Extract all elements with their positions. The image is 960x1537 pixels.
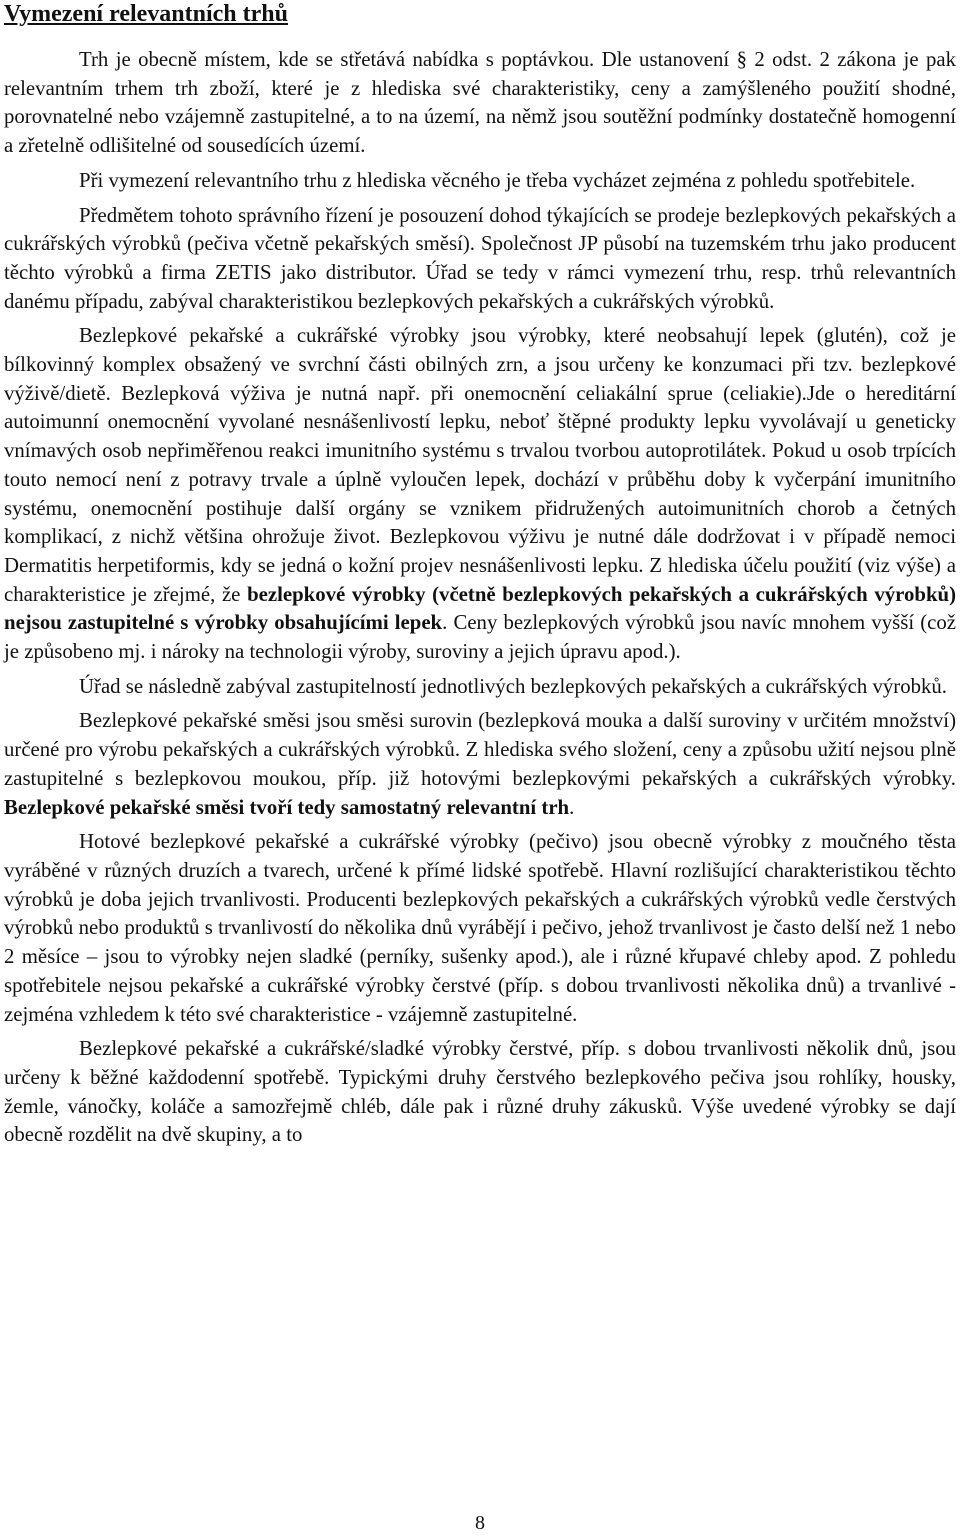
document-page xyxy=(4,0,956,1156)
paragraph-mixes-text-a: Bezlepkové pekařské směsi jsou směsi surovin (bezlepková mouka a další suroviny v určitém množství) určené pro výrobu pekařských a cukrářských výrobků. Z hlediska svého složení, ceny a způsobu užití nejsou plně zastupitelné s bezlepkovou moukou, příp. již hotovými bezlepkovými pekařských a cukrářských výrobky. xyxy=(4,709,956,790)
paragraph-subject: Předmětem tohoto správního řízení je posouzení dohod týkajících se prodeje bezlepkových pekařských a cukrářských výrobků (pečiva včetně pekařských směsí). Společnost JP působí na tuzemském trhu jako producent těchto výrobků a firma ZETIS jako distributor. Úřad se tedy v rámci vymezení trhu, resp. trhů relevantních danému případu, zabýval charakteristikou bezlepkových pekařských a cukrářských výrobků. xyxy=(4,203,956,313)
paragraph-mixes-bold: Bezlepkové pekařské směsi tvoří tedy samostatný relevantní trh xyxy=(4,795,570,819)
section-heading: Vymezení relevantních trhů xyxy=(4,1,288,27)
paragraph-gluten-free-products xyxy=(4,322,956,666)
paragraph-mixes-text-b: . xyxy=(569,795,575,819)
paragraph-definition: Trh je obecně místem, kde se střetává nabídka s poptávkou. Dle ustanovení § 2 odst. 2 zákona je pak relevantním trhem trh zboží, které je z hlediska své charakteristiky, ceny a zamýšleného použití shodné, porovnatelné nebo vzájemně zastupitelné, a to na území, na němž jsou soutěžní podmínky dostatečně homogenní a zřetelně odlišitelné od sousedících území. xyxy=(4,48,956,158)
paragraph-fresh-products: Bezlepkové pekařské a cukrářské/sladké výrobky čerstvé, příp. s dobou trvanlivosti několik dnů, jsou určeny k běžné každodenní spotřebě. Typickými druhy čerstvého bezlepkového pečiva jsou rohlíky, housky, žemle, vánočky, koláče a samozřejmě chléb, dále pak i různé druhy zákusků. Výše uvedené výrobky se dají obecně rozdělit na dvě skupiny, a to xyxy=(4,1037,956,1147)
paragraph-mixes xyxy=(4,707,956,822)
page-number: 8 xyxy=(475,1512,485,1534)
document-body xyxy=(4,46,956,1150)
paragraph-substitutability: Úřad se následně zabýval zastupitelností jednotlivých bezlepkových pekařských a cukrářských výrobků. xyxy=(79,674,947,698)
paragraph-consumer-view: Při vymezení relevantního trhu z hlediska věcného je třeba vycházet zejména z pohledu spotřebitele. xyxy=(79,168,916,192)
paragraph-gluten-text-a: Bezlepkové pekařské a cukrářské výrobky jsou výrobky, které neobsahují lepek (glutén), což je bílkovinný komplex obsažený ve svrchní části obilných zrn, a jsou určeny ke konzumaci při tzv. bezlepkové výživě/dietě. Bezlepková výživa je nutná např. při onemocnění celiakální sprue (celiakie).Jde o hereditární autoimunní onemocnění vyvolané nesnášenlivostí lepku, neboť štěpné produkty lepku vyvolávají u geneticky vnímavých osob nepřiměřenou reakci imunitního systému s trvalou tvorbou autoprotilátek. Pokud u osob trpících touto nemocí není z potravy trvale a úplně vyloučen lepek, dochází v průběhu doby k vyčerpání imunitního systému, onemocnění postihuje další orgány se vznikem přidružených autoimunitních chorob a četných komplikací, z nichž většina ohrožuje život. Bezlepkovou výživu je nutné dále dodržovat i v případě nemoci Dermatitis herpetiformis, kdy se jedná o kožní projev nesnášenlivosti lepku. Z hlediska účelu použití (viz výše) a charakteristice je zřejmé, že xyxy=(4,324,956,606)
paragraph-gluten-bold: bezlepkové výrobky (včetně bezlepkových pekařských a cukrářských výrobků) nejsou zastupitelné s výrobky obsahujícími lepek xyxy=(4,582,957,635)
paragraph-gluten-text-b: . Ceny bezlepkových výrobků jsou navíc mnohem vyšší (což je způsobeno mj. i nároky na technologii výroby, suroviny a jejich úpravu apod.). xyxy=(4,611,957,664)
paragraph-finished-products: Hotové bezlepkové pekařské a cukrářské výrobky (pečivo) jsou obecně výrobky z moučného těsta vyráběné v různých druzích a tvarech, určené k přímé lidské spotřebě. Hlavní rozlišující charakteristikou těchto výrobků je doba jejich trvanlivosti. Producenti bezlepkových pekařských a cukrářských výrobků vedle čerstvých výrobků nebo produktů s trvanlivostí do několika dnů vyrábějí i pečivo, jehož trvanlivost je často delší než 1 nebo 2 měsíce – jsou to výrobky nejen sladké (perníky, sušenky apod.), ale i různé křupavé chleby apod. Z pohledu spotřebitele nejsou pekařské a cukrářské výrobky čerstvé (příp. s dobou trvanlivosti několika dnů) a trvanlivé - zejména vzhledem k této své charakteristice - vzájemně zastupitelné. xyxy=(4,830,956,1026)
